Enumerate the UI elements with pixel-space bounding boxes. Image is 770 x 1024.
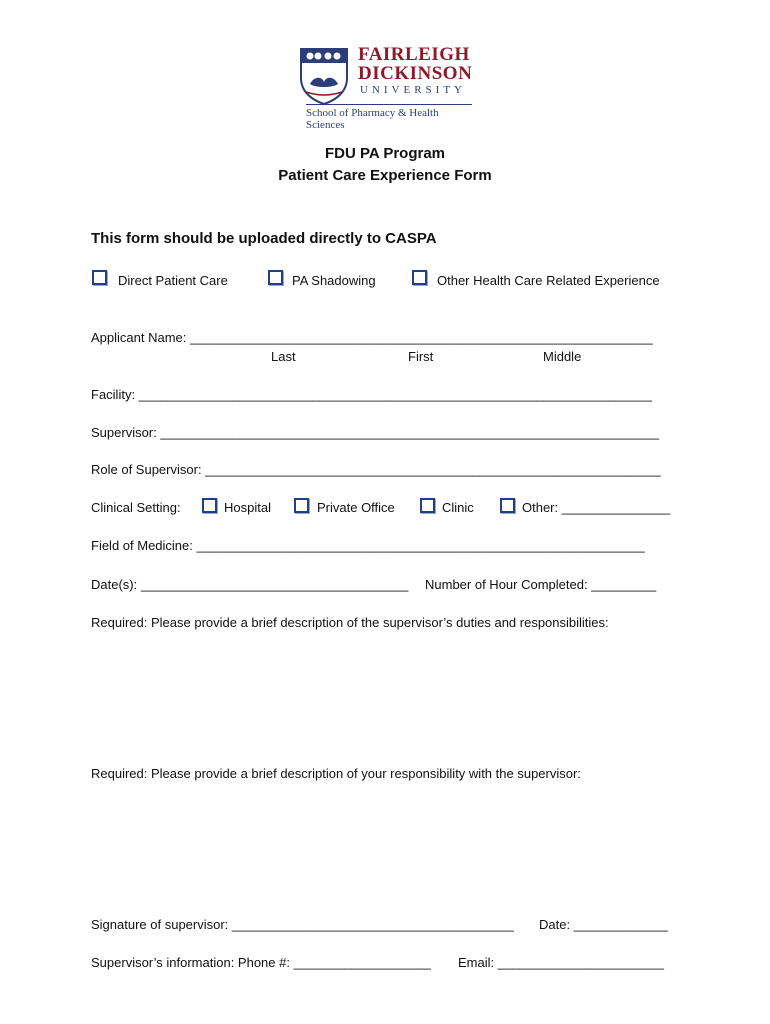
form-subtitle: Patient Care Experience Form — [278, 167, 492, 184]
signature-label: Signature of supervisor: — [91, 917, 232, 932]
hospital-label: Hospital — [224, 500, 271, 515]
direct-patient-care-checkbox[interactable] — [92, 270, 107, 285]
signature-row — [91, 917, 514, 932]
phone-label: Supervisor’s information: Phone #: — [91, 955, 294, 970]
supervisor-duties-textarea[interactable] — [91, 636, 681, 756]
clinical-setting-label: Clinical Setting: — [91, 500, 181, 515]
last-name-caption: Last — [271, 349, 296, 364]
private-office-checkbox[interactable] — [294, 498, 309, 513]
logo-line1: FAIRLEIGH — [358, 44, 470, 65]
first-name-caption: First — [408, 349, 434, 364]
pa-shadowing-label: PA Shadowing — [292, 273, 376, 288]
supervisor-field[interactable]: _____________________________________________________________________ — [160, 425, 660, 440]
hospital-checkbox[interactable] — [202, 498, 217, 513]
applicant-name-field[interactable]: ________________________________________________________________ — [190, 330, 653, 345]
phone-field[interactable]: ___________________ — [293, 955, 431, 970]
dates-row — [91, 577, 408, 592]
fdu-shield-icon — [298, 46, 350, 106]
upload-instruction: This form should be uploaded directly to CASPA — [91, 230, 437, 247]
other-experience-label: Other Health Care Related Experience — [437, 273, 660, 288]
clinic-label: Clinic — [442, 500, 474, 515]
signature-field[interactable]: _______________________________________ — [231, 917, 514, 932]
facility-row — [91, 387, 652, 402]
facility-field[interactable]: _______________________________________________________________________ — [138, 387, 653, 402]
hours-completed-field[interactable]: Number of Hour Completed: _________ — [425, 577, 657, 592]
middle-name-caption: Middle — [543, 349, 582, 364]
your-responsibility-textarea[interactable] — [91, 787, 681, 907]
logo-school: School of Pharmacy & Health Sciences — [306, 107, 439, 131]
your-responsibility-prompt: Required: Please provide a brief description of your responsibility with the supervisor: — [91, 766, 581, 781]
other-setting-checkbox[interactable] — [500, 498, 515, 513]
pa-shadowing-checkbox[interactable] — [268, 270, 283, 285]
applicant-name-row — [91, 330, 653, 345]
facility-label: Facility: — [91, 387, 139, 402]
supervisor-duties-prompt: Required: Please provide a brief description of the supervisor’s duties and responsibilities: — [91, 615, 609, 630]
logo-line2: DICKINSON — [358, 63, 473, 84]
role-label: Role of Supervisor: — [91, 462, 206, 477]
field-of-medicine-label: Field of Medicine: — [91, 538, 197, 553]
field-of-medicine-row — [91, 538, 645, 553]
supervisor-row — [91, 425, 659, 440]
role-field[interactable]: _______________________________________________________________ — [205, 462, 661, 477]
role-row — [91, 462, 661, 477]
fdu-logo — [298, 44, 478, 131]
email-field[interactable]: Email: _______________________ — [458, 955, 665, 970]
other-experience-checkbox[interactable] — [412, 270, 427, 285]
contact-row — [91, 955, 431, 970]
clinic-checkbox[interactable] — [420, 498, 435, 513]
other-setting-field[interactable]: Other: _______________ — [522, 500, 671, 515]
dates-field[interactable]: _____________________________________ — [140, 577, 409, 592]
field-of-medicine-field[interactable]: ______________________________________________________________ — [196, 538, 645, 553]
logo-line3: UNIVERSITY — [360, 84, 466, 96]
signature-date-field[interactable]: Date: _____________ — [539, 917, 668, 932]
supervisor-label: Supervisor: — [91, 425, 161, 440]
form-title: FDU PA Program — [324, 145, 445, 162]
dates-label: Date(s): — [91, 577, 141, 592]
direct-patient-care-label: Direct Patient Care — [118, 273, 228, 288]
applicant-name-label: Applicant Name: — [91, 330, 190, 345]
logo-divider — [306, 104, 472, 105]
private-office-label: Private Office — [317, 500, 395, 515]
